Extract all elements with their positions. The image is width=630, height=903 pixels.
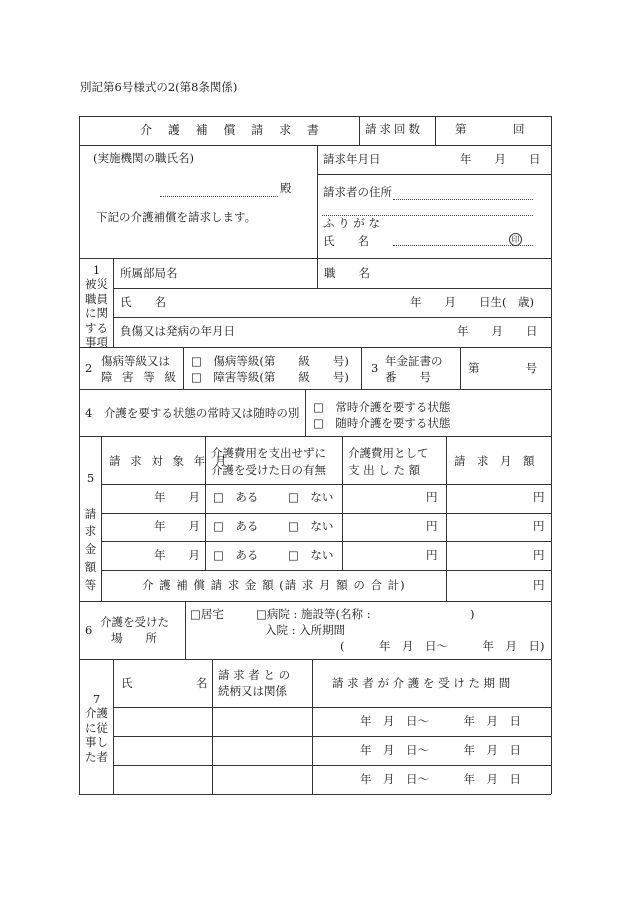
row-yes-option[interactable]: □ ある [213,519,259,533]
row-no-option[interactable]: □ ない [288,490,334,504]
injury-grade-option[interactable]: □ 傷病等級(第 級 号) [191,354,349,368]
sec5-col-monthly: 請 求 月 額 [454,454,535,468]
claim-count-prefix: 第 [455,122,467,136]
sec6-label-line1: 介護を受けた [100,615,169,629]
row-spent-yen: 円 [426,490,438,504]
seal-mark: 印 [509,233,522,246]
job-title-label: 職 名 [324,266,370,280]
hospital-option[interactable]: □病院 : 施設等(名称 : [256,607,371,621]
row-monthly-yen: 円 [533,490,545,504]
sec1-label: 1 被災 職員 に関 する 事項 [85,263,108,349]
row-year-month: 年 月 [154,490,200,504]
claim-count-label: 請求回数 [365,122,423,136]
caregiver-period: 年 月 日〜 年 月 日 [360,714,521,728]
sec6-num: 6 [85,623,93,637]
sec5-col-nocost-line1: 介護費用を支出せずに [211,446,326,460]
request-text: 下記の介護補償を請求します。 [96,210,257,224]
row-yes-option[interactable]: □ ある [213,548,259,562]
form-reference: 別記第6号様式の2(第8条関係) [80,80,238,94]
sec7-col-name-a: 氏 [121,676,133,690]
sec7-col-relation-line1: 請 求 者 と の [218,668,291,682]
sec5-total-label: 介 護 補 償 請 求 金 額 (請 求 月 額 の 合 計) [142,578,406,592]
row-no-option[interactable]: □ ない [288,519,334,533]
dono-label: 殿 [280,181,292,195]
constant-care-option[interactable]: □ 常時介護を要する状態 [313,400,451,414]
admission-period-label: 入院 : 入所期間 [265,623,346,637]
claim-count-suffix: 回 [513,122,525,136]
sec2-label-line2: 障 害 等 級 [101,370,179,384]
sec3-label-line2: 番 号 [385,370,431,384]
claim-date-value: 年 月 日 [460,152,541,166]
row-monthly-yen: 円 [533,548,545,562]
sec5-col-nocost-line2: 介護を受けた日の有無 [211,463,326,477]
row-spent-yen: 円 [426,548,438,562]
home-option[interactable]: □居宅 [190,607,224,621]
caregiver-period: 年 月 日〜 年 月 日 [360,743,521,757]
sec2-label-line1: 傷病等級又は [101,354,170,368]
disability-grade-option[interactable]: □ 障害等級(第 級 号) [191,370,349,384]
claimant-name-label: 氏 名 [323,234,369,248]
facility-close-paren: ) [470,607,475,621]
dept-label: 所属部局名 [120,266,178,280]
sec4-label: 4 介護を要する状態の常時又は随時の別 [85,406,300,420]
agency-label: (実施機関の職氏名) [93,151,194,165]
row-no-option[interactable]: □ ない [288,548,334,562]
sec5-label: 5 請 求 金 額 等 [84,471,97,592]
address-label: 請求者の住所 [323,185,392,199]
row-monthly-yen: 円 [533,519,545,533]
furigana-label: ふ り が な [323,216,380,230]
birth-date: 年 月 日生( 歳) [410,295,534,309]
sec5-col-spent-line2: 支 出 し た 額 [348,463,421,477]
row-spent-yen: 円 [426,519,438,533]
sec5-total-yen: 円 [533,578,545,592]
row-year-month: 年 月 [154,519,200,533]
sec6-label-line2: 場 所 [111,631,157,645]
employee-name-label: 氏 名 [120,295,166,309]
admission-period-value: ( 年 月 日〜 年 月 日) [340,639,545,653]
sec5-col-month: 請 求 対 象 年 月 [109,454,230,468]
sec3-num: 3 [371,361,379,375]
sec7-col-relation-line2: 続柄又は関係 [218,684,287,698]
claim-date-label: 請求年月日 [323,152,381,166]
row-yes-option[interactable]: □ ある [213,490,259,504]
sec7-col-period: 請 求 者 が 介 護 を 受 け た 期 間 [332,676,511,690]
occasional-care-option[interactable]: □ 随時介護を要する状態 [313,416,451,430]
injury-date-label: 負傷又は発病の年月日 [120,324,235,338]
certificate-number: 第 号 [468,361,537,375]
sec2-num: 2 [85,361,93,375]
form-title: 介 護 補 償 請 求 書 [140,123,325,137]
sec7-label: 7 介護 に従 事し た者 [85,692,108,764]
row-year-month: 年 月 [154,548,200,562]
caregiver-period: 年 月 日〜 年 月 日 [360,772,521,786]
sec5-col-spent-line1: 介護費用として [348,446,429,460]
sec3-label-line1: 年金証書の [385,354,443,368]
sec7-col-name-b: 名 [196,676,208,690]
injury-date-value: 年 月 日 [457,324,538,338]
